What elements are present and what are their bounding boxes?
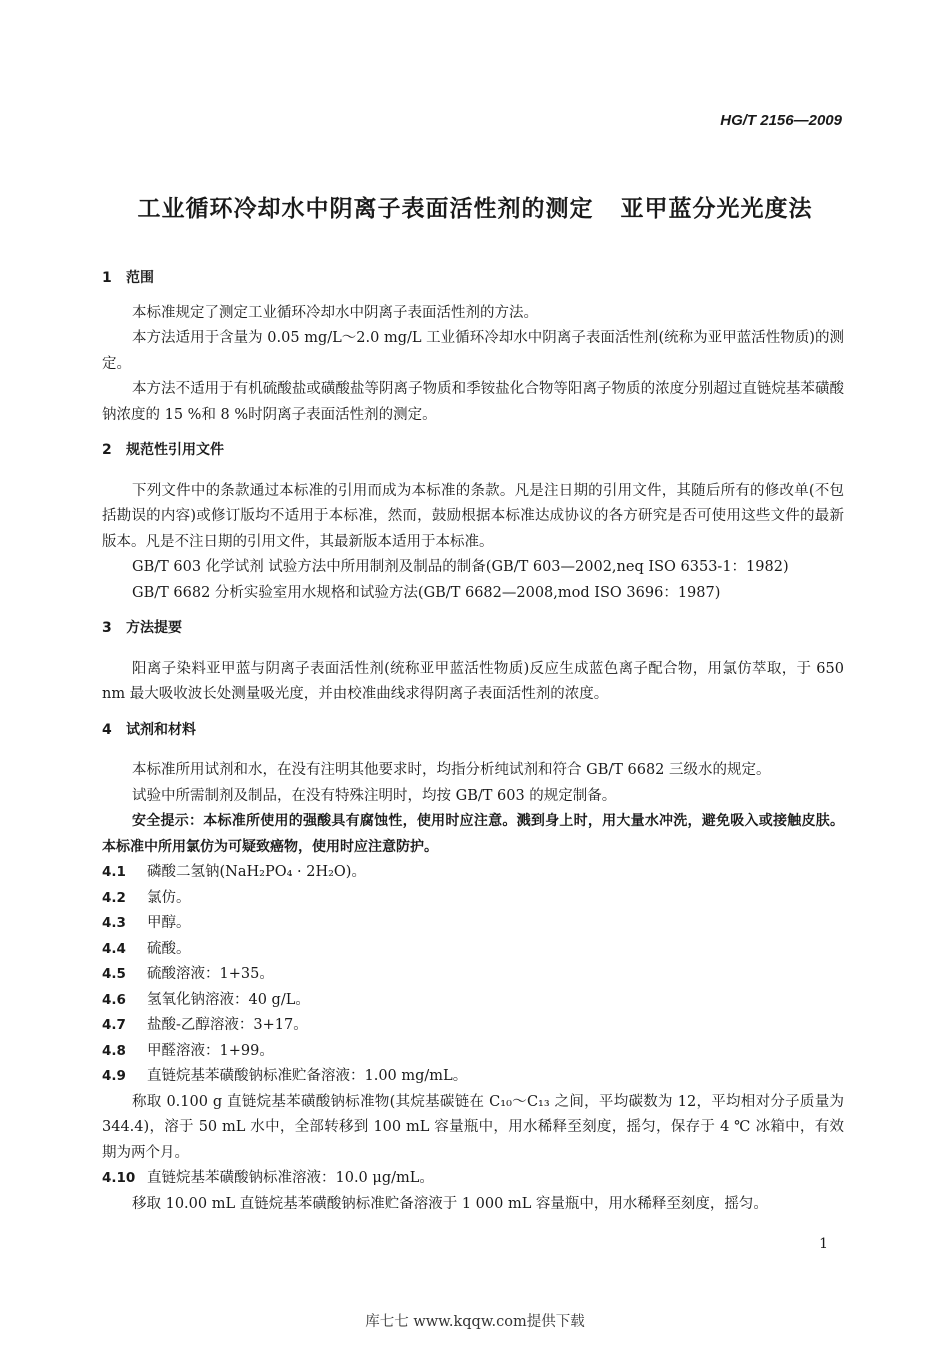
section-heading-4 bbox=[102, 718, 844, 744]
item-number: 4.6 bbox=[102, 991, 126, 1008]
section-title: 规范性引用文件 bbox=[126, 442, 224, 458]
list-item bbox=[102, 1039, 844, 1065]
reference-gb-603: GB/T 603 化学试剂 试验方法中所用制剂及制品的制备(GB/T 603—2002,neq ISO 6353-1：1982) bbox=[132, 559, 789, 575]
list-item bbox=[102, 937, 844, 963]
section-number: 4 bbox=[102, 721, 112, 738]
item-number: 4.9 bbox=[102, 1068, 126, 1084]
list-item bbox=[102, 1166, 844, 1192]
item-number: 4.10 bbox=[102, 1170, 136, 1186]
section-title: 试剂和材料 bbox=[126, 721, 196, 738]
section-title: 方法提要 bbox=[126, 620, 182, 636]
item-text: 直链烷基苯磺酸钠标准贮备溶液：1.00 mg/mL。 bbox=[147, 1068, 468, 1084]
reagents-paragraph-2: 试验中所需制剂及制品，在没有特殊注明时，均按 GB/T 603 的规定制备。 bbox=[132, 787, 617, 804]
references-paragraph: 下列文件中的条款通过本标准的引用而成为本标准的条款。凡是注日期的引用文件，其随后所有的修改单(不包括勘误的内容)或修订版均不适用于本标准，然而，鼓励根据本标准达成协议的各方研究是否可使用这些文件的最新版本。凡是不注日期的引用文件，其最新版本适用于本标准。 bbox=[102, 482, 844, 550]
section-heading-2 bbox=[102, 438, 844, 464]
section-title: 范围 bbox=[126, 270, 154, 286]
list-item bbox=[102, 860, 844, 886]
section-number: 3 bbox=[102, 620, 112, 636]
item-text: 氯仿。 bbox=[147, 889, 191, 906]
list-item bbox=[102, 962, 844, 988]
item-number: 4.2 bbox=[102, 889, 126, 906]
item-text: 氢氧化钠溶液：40 g/L。 bbox=[147, 991, 310, 1008]
scope-paragraph-2: 本方法适用于含量为 0.05 mg/L～2.0 mg/L 工业循环冷却水中阴离子表面活性剂(统称为亚甲蓝活性物质)的测定。 bbox=[102, 330, 844, 372]
list-item bbox=[102, 1064, 844, 1090]
page-number: 1 bbox=[819, 1236, 828, 1252]
list-item bbox=[102, 988, 844, 1014]
item-text: 甲醇。 bbox=[147, 915, 191, 931]
standard-solution-procedure: 移取 10.00 mL 直链烷基苯磺酸钠标准贮备溶液于 1 000 mL 容量瓶中，用水稀释至刻度，摇匀。 bbox=[132, 1195, 768, 1212]
item-number: 4.8 bbox=[102, 1042, 126, 1059]
item-text: 磷酸二氢钠(NaH₂PO₄ · 2H₂O)。 bbox=[147, 864, 366, 880]
item-text: 直链烷基苯磺酸钠标准溶液：10.0 μg/mL。 bbox=[147, 1170, 434, 1186]
list-item bbox=[102, 886, 844, 912]
reference-gb-6682: GB/T 6682 分析实验室用水规格和试验方法(GB/T 6682—2008,mod ISO 3696：1987) bbox=[132, 584, 721, 601]
document-title: 工业循环冷却水中阴离子表面活性剂的测定 亚甲蓝分光光度法 bbox=[137, 196, 813, 222]
stock-solution-procedure: 称取 0.100 g 直链烷基苯磺酸钠标准物(其烷基碳链在 C₁₀～C₁₃ 之间，平均碳数为 12，平均相对分子质量为 344.4)，溶于 50 mL 水中，全部转移到 100 mL 容量瓶中，用水稀释至刻度，摇匀，保存于 4 ℃ 冰箱中，有效期为两个月。 bbox=[102, 1093, 844, 1161]
standard-code: HG/T 2156—2009 bbox=[720, 112, 842, 129]
item-text: 硫酸。 bbox=[147, 940, 191, 957]
scope-paragraph-3: 本方法不适用于有机硫酸盐或磺酸盐等阴离子物质和季铵盐化合物等阳离子物质的浓度分别超过直链烷基苯磺酸钠浓度的 15 %和 8 %时阴离子表面活性剂的测定。 bbox=[102, 381, 844, 423]
download-watermark: 库七七 www.kqqw.com提供下载 bbox=[365, 1314, 585, 1330]
document-body bbox=[102, 262, 844, 1217]
section-number: 1 bbox=[102, 270, 112, 286]
list-item bbox=[102, 1013, 844, 1039]
item-number: 4.4 bbox=[102, 940, 126, 957]
item-number: 4.5 bbox=[102, 966, 126, 982]
safety-notice: 安全提示：本标准所使用的强酸具有腐蚀性，使用时应注意。溅到身上时，用大量水冲洗，避免吸入或接触皮肤。本标准中所用氯仿为可疑致癌物，使用时应注意防护。 bbox=[102, 813, 844, 855]
scope-paragraph-1: 本标准规定了测定工业循环冷却水中阴离子表面活性剂的方法。 bbox=[132, 304, 538, 321]
reagent-list bbox=[102, 860, 844, 1090]
reagents-paragraph-1: 本标准所用试剂和水，在没有注明其他要求时，均指分析纯试剂和符合 GB/T 6682 三级水的规定。 bbox=[132, 762, 771, 778]
section-heading-1 bbox=[102, 266, 844, 292]
item-text: 甲醛溶液：1+99。 bbox=[147, 1042, 274, 1059]
item-number: 4.7 bbox=[102, 1017, 126, 1033]
section-number: 2 bbox=[102, 442, 112, 458]
list-item bbox=[102, 911, 844, 937]
item-number: 4.1 bbox=[102, 864, 126, 880]
item-number: 4.3 bbox=[102, 915, 126, 931]
item-text: 盐酸-乙醇溶液：3+17。 bbox=[147, 1017, 308, 1033]
item-text: 硫酸溶液：1+35。 bbox=[147, 966, 274, 982]
method-summary-paragraph: 阳离子染料亚甲蓝与阴离子表面活性剂(统称亚甲蓝活性物质)反应生成蓝色离子配合物，用氯仿萃取，于 650 nm 最大吸收波长处测量吸光度，并由校准曲线求得阴离子表面活性剂的浓度。 bbox=[102, 660, 844, 702]
section-heading-3 bbox=[102, 616, 844, 642]
